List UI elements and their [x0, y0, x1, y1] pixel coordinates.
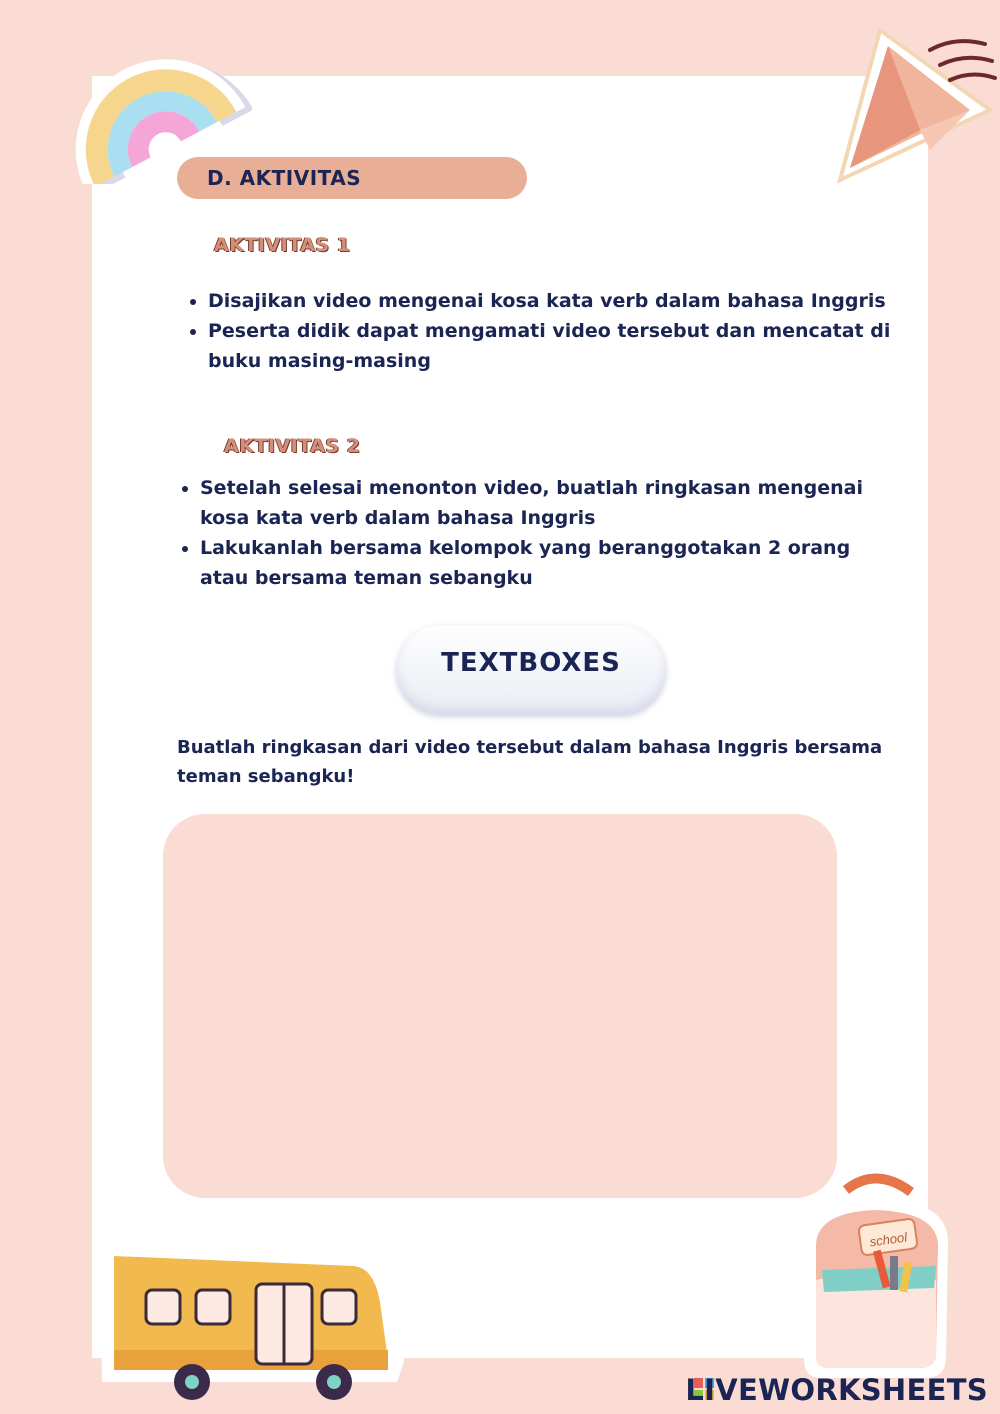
activity-1-title: AKTIVITAS 1: [214, 234, 351, 256]
textboxes-heading: TEXTBOXES: [441, 648, 621, 678]
activity-2-title: AKTIVITAS 2: [224, 435, 361, 457]
list-item: • Setelah selesai menonton video, buatlah ringkasan mengenai kosa kata verb dalam bahasa Inggris: [200, 473, 890, 533]
instruction-text: Buatlah ringkasan dari video tersebut dalam bahasa Inggris bersama teman sebangku!: [177, 737, 883, 787]
section-title: D. AKTIVITAS: [207, 166, 362, 190]
list-item: • Disajikan video mengenai kosa kata verb dalam bahasa Inggris: [208, 286, 908, 316]
list-item: • Peserta didik dapat mengamati video tersebut dan mencatat di buku masing-masing: [208, 316, 908, 376]
backpack-tag-label: school: [868, 1229, 908, 1250]
school-bus-sticker: [92, 1232, 412, 1404]
list-item: • Lakukanlah bersama kelompok yang beranggotakan 2 orang atau bersama teman sebangku: [200, 533, 890, 593]
activity-2-list: [176, 473, 890, 593]
activity-1-list: [184, 286, 908, 376]
answer-textbox[interactable]: [163, 814, 837, 1198]
paper-plane-sticker: [820, 20, 1000, 190]
footer-brand[interactable]: LIVEWORKSHEETS: [685, 1373, 988, 1407]
backpack-sticker: [786, 1170, 966, 1384]
